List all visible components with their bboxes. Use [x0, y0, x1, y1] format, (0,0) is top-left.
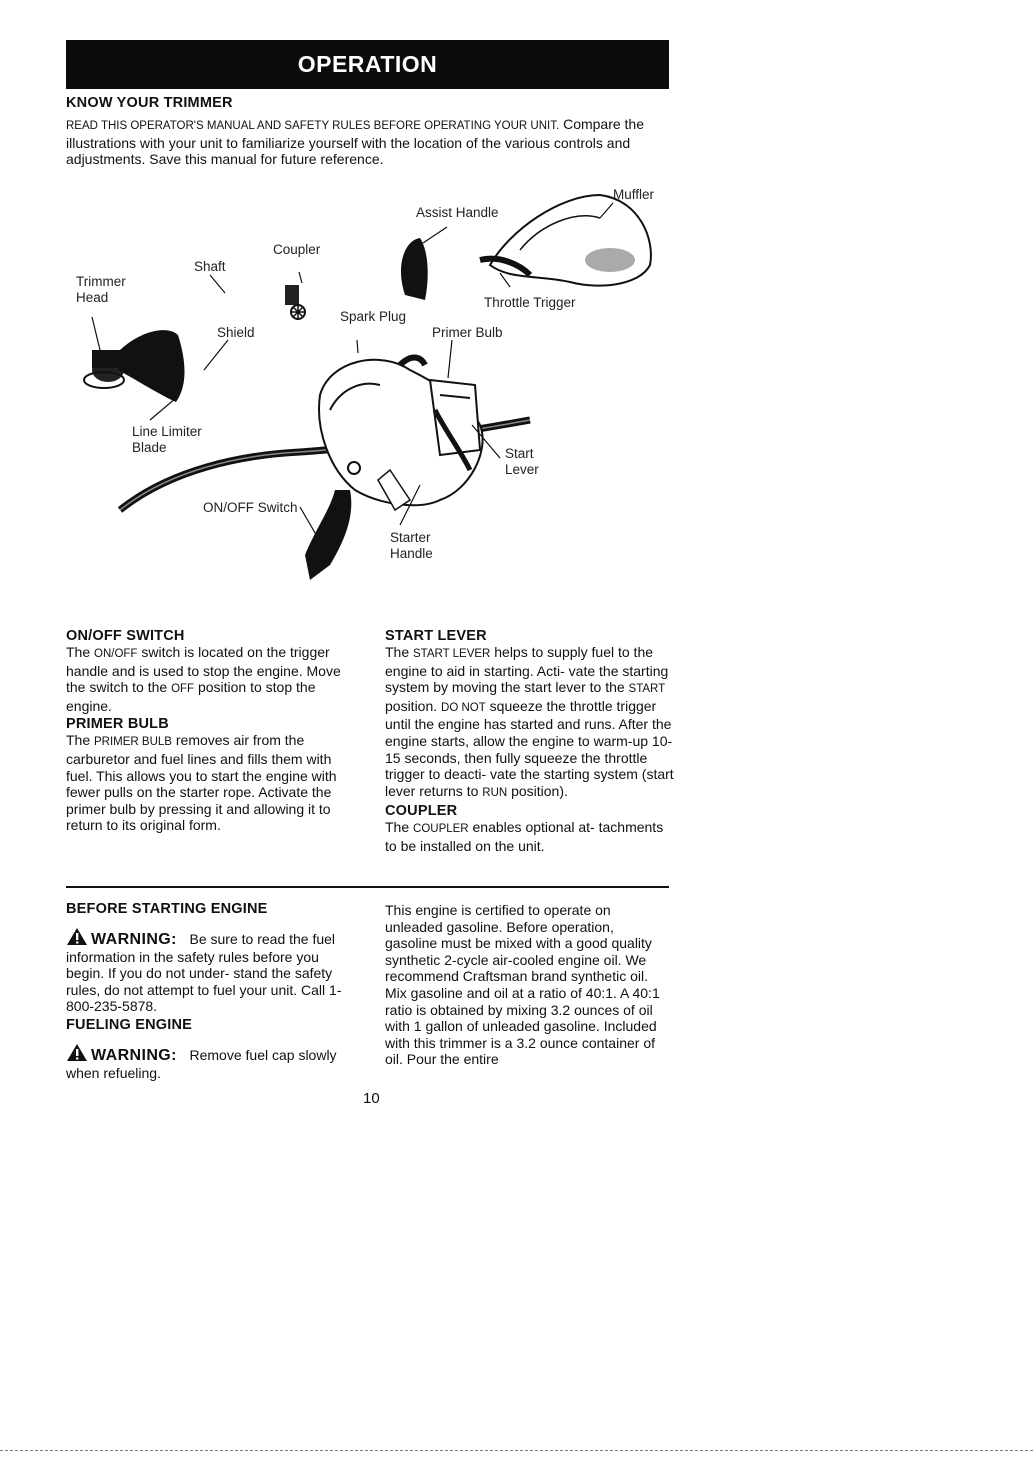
onoff-text-3: position to stop the engine. — [66, 679, 316, 714]
start-text-5: position). — [507, 782, 568, 799]
label-trimmer: Trimmer — [76, 274, 126, 289]
scan-edge-line — [0, 1450, 1033, 1451]
fueling-warning-label: WARNING: — [91, 1046, 177, 1064]
know-heading: KNOW YOUR TRIMMER — [66, 95, 233, 111]
primer-text-1: The — [66, 732, 95, 749]
section-divider — [66, 886, 669, 888]
label-spark-plug: Spark Plug — [340, 309, 407, 324]
label-muffler: Muffler — [613, 187, 655, 202]
label-assist-handle: Assist Handle — [416, 205, 499, 220]
label-starter: Starter — [390, 530, 431, 545]
fueling-heading: FUELING ENGINE — [66, 1016, 193, 1033]
primer-body — [66, 732, 356, 834]
label-handle: Handle — [390, 546, 433, 561]
start-caps-4: RUN — [482, 786, 508, 799]
label-blade: Blade — [132, 440, 167, 455]
onoff-heading: ON/OFF SWITCH — [66, 628, 185, 644]
primer-text-2: removes air from the carburetor and fuel lines and fills them with fuel. This allows you to start the engine with fewer pulls on the starter rope. Activate the primer bulb by pressing it and allowing it to return to its original form. — [66, 732, 337, 834]
left-column — [66, 628, 356, 834]
onoff-caps-2: OFF — [171, 683, 195, 696]
fueling-warning-text: Remove fuel cap slowly when refueling. — [66, 1046, 337, 1081]
label-throttle-trigger: Throttle Trigger — [484, 295, 576, 310]
operation-banner — [66, 40, 669, 89]
onoff-text-2: switch is located on the trigger handle and is used to stop the engine. Move the switch to the — [66, 644, 341, 696]
start-caps-3: DO NOT — [441, 701, 486, 714]
assist-handle-shape — [401, 238, 428, 300]
engine-housing-top — [480, 195, 651, 286]
start-heading: START LEVER — [385, 628, 487, 644]
before-warning-label: WARNING: — [91, 931, 177, 948]
primer-caps-1: PRIMER BULB — [94, 736, 172, 749]
banner-title: OPERATION — [297, 51, 438, 77]
know-intro-caps: READ THIS OPERATOR'S MANUAL AND SAFETY RULES BEFORE OPERATING YOUR UNIT. — [66, 120, 560, 132]
warning-triangle-icon — [66, 927, 88, 946]
know-intro-rest: Compare the illustrations with your unit to familiarize yourself with the location of the various controls and adjustments. Save this manual for future reference. — [66, 116, 645, 168]
label-line-limiter: Line Limiter — [132, 424, 202, 439]
fuel-info-text: This engine is certified to operate on unleaded gasoline. Before operation, gasoline must be mixed with a good quality synthetic 2-cycle air-cooled engine oil. We recommend Craftsman brand synthetic oil. Mix gasoline and oil at a ratio of 40:1. A 40:1 ratio is obtained by mixing 3.2 ounces of oil with 1 gallon of unleaded gasoline. Included with this trimmer is a 3.2 ounce container of oil. Pour the entire — [385, 902, 660, 1068]
label-lever: Lever — [505, 462, 539, 477]
coupler-text-1: The — [385, 819, 414, 836]
label-shield: Shield — [217, 325, 255, 340]
coupler-heading: COUPLER — [385, 803, 458, 820]
page-number: 10 — [363, 1090, 380, 1107]
onoff-text-1: The — [66, 644, 95, 660]
shield-shape — [118, 330, 185, 402]
start-text-1: The — [385, 644, 414, 660]
coupler-shape — [285, 285, 299, 305]
start-text-4: squeeze the throttle trigger until the engine has started and runs. After the engine starts, allow the engine to warm-up 10-15 seconds, then fully squeeze the throttle trigger to deacti- vate the starting system (start lever returns to — [385, 697, 674, 799]
label-primer-bulb: Primer Bulb — [432, 325, 503, 340]
trimmer-diagram — [0, 170, 700, 600]
onoff-body — [66, 644, 356, 714]
coupler-body — [385, 819, 675, 854]
before-warning-text: Be sure to read the fuel information in the safety rules before you begin. If you do not under- stand the safety rules, do not attempt to fuel your unit. Call 1-800-235-5878. — [66, 931, 342, 1015]
warning-triangle-icon — [66, 1043, 88, 1062]
fueling-warning-label-wrap — [66, 1047, 182, 1064]
before-warning — [66, 927, 356, 1015]
coupler-caps-1: COUPLER — [413, 823, 469, 836]
right-column — [385, 628, 675, 855]
coupler-text-2: enables optional at- tachments to be installed on the unit. — [385, 819, 664, 854]
label-shaft: Shaft — [194, 259, 226, 274]
start-text-2: helps to supply fuel to the engine to aid in starting. Acti- vate the starting system by moving the start lever to the — [385, 644, 669, 696]
start-body — [385, 644, 675, 801]
before-heading: BEFORE STARTING ENGINE — [66, 901, 268, 917]
start-text-3: position. — [385, 697, 442, 714]
primer-heading: PRIMER BULB — [66, 716, 169, 733]
know-intro — [66, 116, 672, 168]
onoff-caps-1: ON/OFF — [94, 648, 138, 660]
label-onoff-switch: ON/OFF Switch — [203, 500, 298, 515]
before-warning-label-wrap — [66, 931, 182, 948]
label-head: Head — [76, 290, 109, 305]
label-coupler: Coupler — [273, 242, 321, 257]
spark-plug-icon — [291, 305, 305, 319]
fueling-warning — [66, 1043, 356, 1081]
label-start: Start — [505, 446, 534, 461]
start-caps-2: START — [628, 683, 666, 696]
start-caps-1: START LEVER — [413, 648, 491, 660]
lower-left-column — [66, 901, 356, 1081]
